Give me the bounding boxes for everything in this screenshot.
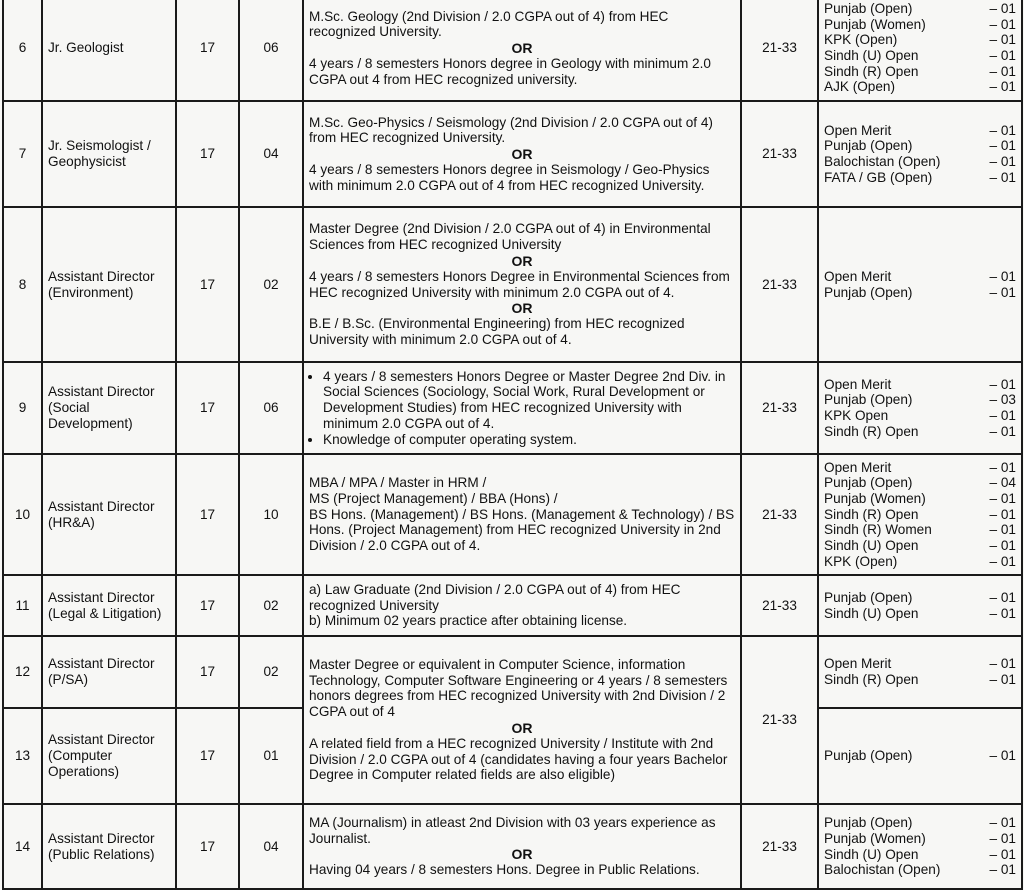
quota-line	[824, 475, 1016, 491]
serial-number-cell: 6	[3, 0, 42, 101]
post-name-line: Jr. Geologist	[48, 40, 124, 56]
quota-cell	[818, 804, 1022, 889]
quota-count: – 01	[989, 169, 1016, 185]
age-limit-cell: 21-33	[741, 0, 818, 101]
quota-place: KPK (Open)	[824, 553, 898, 569]
quota-count: – 01	[989, 538, 1016, 554]
bps-cell: 17	[176, 454, 239, 575]
qualification-text: M.Sc. Geology (2nd Division / 2.0 CGPA out of 4) from HEC recognized University.	[309, 8, 669, 40]
quota-count: – 01	[989, 672, 1016, 687]
quota-line	[824, 606, 1016, 622]
post-name-line: Assistant Director	[48, 589, 155, 605]
quota-line	[824, 815, 1016, 831]
post-name-cell	[42, 804, 176, 889]
quota-count: – 01	[989, 32, 1016, 48]
quota-cell	[818, 454, 1022, 575]
or-separator: OR	[511, 846, 533, 863]
quota-count: – 01	[989, 268, 1016, 284]
post-name-line: (Public Relations)	[48, 846, 155, 862]
qualification-text: 4 years / 8 semesters Honors Degree in Environmental Sciences from HEC recognized University with minimum 2.0 CGPA out of 4.	[309, 268, 730, 300]
or-separator: OR	[511, 146, 533, 162]
number-of-posts-cell: 06	[239, 362, 303, 454]
quota-count: – 01	[989, 748, 1016, 764]
quota-line	[824, 269, 1016, 285]
number-of-posts-cell: 10	[239, 454, 303, 575]
post-name-line: (Legal & Litigation)	[48, 605, 162, 621]
quota-count: – 01	[989, 815, 1016, 831]
bps-cell: 17	[176, 362, 239, 454]
qualification-text: 4 years / 8 semesters Honors degree in Geology with minimum 2.0 CGPA out 4 from HEC recognized university.	[309, 56, 711, 87]
qualification-cell	[303, 207, 741, 362]
or-separator: OR	[511, 300, 533, 317]
quota-count: – 01	[989, 605, 1016, 621]
quota-place: Sindh (U) Open	[824, 48, 919, 63]
quota-place: Open Merit	[824, 459, 892, 475]
quota-place: Punjab (Open)	[824, 815, 913, 831]
quota-line	[824, 507, 1016, 523]
post-name-cell	[42, 454, 176, 575]
age-limit-cell: 21-33	[741, 575, 818, 636]
quota-count: – 01	[989, 522, 1016, 538]
table-row	[3, 454, 1022, 575]
quota-place: Punjab (Women)	[824, 490, 926, 506]
qualification-cell	[303, 636, 741, 804]
quota-line	[824, 64, 1016, 80]
quota-count: – 03	[989, 392, 1016, 408]
quota-line	[824, 590, 1016, 606]
bps-cell: 17	[176, 575, 239, 636]
table-row	[3, 575, 1022, 636]
post-name-line: (Social	[48, 400, 90, 416]
quota-place: Punjab (Open)	[824, 138, 913, 154]
post-name-line: Assistant Director	[48, 268, 155, 284]
qualification-cell	[303, 575, 741, 636]
post-name-cell	[42, 0, 176, 101]
quota-place: Punjab (Women)	[824, 830, 926, 846]
qualification-bullet-list	[309, 369, 735, 448]
or-separator: OR	[511, 719, 533, 736]
quota-line	[824, 460, 1016, 476]
serial-number-cell: 11	[3, 575, 42, 636]
age-limit-cell: 21-33	[741, 207, 818, 362]
quota-count: – 01	[989, 589, 1016, 605]
quota-place: Punjab (Open)	[824, 0, 913, 16]
qualification-text: Master Degree (2nd Division / 2.0 CGPA out of 4) in Environmental Sciences from HEC recognized University	[309, 221, 711, 253]
quota-place: Punjab (Open)	[824, 748, 913, 764]
quota-place: Sindh (U) Open	[824, 846, 919, 862]
quota-line	[824, 538, 1016, 554]
quota-count: – 01	[989, 830, 1016, 846]
quota-place: Punjab (Open)	[824, 589, 913, 605]
quota-place: Balochistan (Open)	[824, 154, 941, 169]
post-name-line: (HR&A)	[48, 514, 95, 530]
quota-count: – 01	[989, 48, 1016, 63]
quota-count: – 01	[989, 846, 1016, 862]
post-name-cell	[42, 207, 176, 362]
quota-count: – 01	[989, 656, 1016, 672]
quota-line	[824, 748, 1016, 764]
quota-count: – 01	[989, 423, 1016, 439]
bps-cell: 17	[176, 708, 239, 804]
quota-line	[824, 285, 1016, 301]
post-name-line: Assistant Director	[48, 830, 155, 846]
bps-cell: 17	[176, 101, 239, 207]
quota-cell	[818, 636, 1022, 708]
quota-place: Sindh (R) Women	[824, 522, 932, 538]
quota-line	[824, 377, 1016, 393]
post-name-line: Assistant Director	[48, 498, 155, 514]
quota-place: Sindh (U) Open	[824, 538, 919, 554]
quota-line	[824, 554, 1016, 570]
qualification-bullet: • 4 years / 8 semesters Honors Degree or Master Degree 2nd Div. in Social Sciences (Sociology, Social Work, Rural Development or Development Studies) from HEC recognized University with minimum 2.0 CGPA out of 4.	[323, 369, 735, 432]
quota-place: Punjab (Open)	[824, 284, 913, 300]
table-row	[3, 804, 1022, 889]
quota-count: – 01	[989, 376, 1016, 392]
quota-line	[824, 1, 1016, 17]
quota-line	[824, 491, 1016, 507]
qualification-text: Having 04 years / 8 semesters Hons. Degree in Public Relations.	[309, 862, 700, 878]
quota-cell	[818, 0, 1022, 101]
table-row	[3, 101, 1022, 207]
post-name-cell	[42, 362, 176, 454]
quota-place: Sindh (U) Open	[824, 605, 919, 621]
serial-number-cell: 10	[3, 454, 42, 575]
post-name-line: Assistant Director	[48, 656, 155, 672]
quota-line	[824, 656, 1016, 672]
quota-place: FATA / GB (Open)	[824, 169, 933, 185]
quota-place: Sindh (R) Open	[824, 63, 919, 79]
post-name-line: (Computer	[48, 748, 113, 764]
quota-line	[824, 847, 1016, 863]
quota-line	[824, 170, 1016, 186]
quota-line	[824, 32, 1016, 48]
qualification-cell	[303, 362, 741, 454]
qualification-text: 4 years / 8 semesters Honors degree in Seismology / Geo-Physics with minimum 2.0 CGPA out of 4 from HEC recognized University.	[309, 162, 710, 193]
quota-count: – 01	[989, 490, 1016, 506]
table-row	[3, 207, 1022, 362]
quota-place: Balochistan (Open)	[824, 862, 941, 878]
quota-line	[824, 154, 1016, 170]
qualification-text: M.Sc. Geo-Physics / Seismology (2nd Division / 2.0 CGPA out of 4) from HEC recognized University.	[309, 114, 713, 146]
quota-count: – 01	[989, 459, 1016, 475]
qualification-text: a) Law Graduate (2nd Division / 2.0 CGPA out of 4) from HEC recognized University	[309, 581, 681, 613]
post-name-line: Development)	[48, 415, 133, 431]
quota-count: – 01	[989, 122, 1016, 138]
quota-cell	[818, 362, 1022, 454]
quota-place: Sindh (R) Open	[824, 423, 919, 439]
quota-place: AJK (Open)	[824, 79, 896, 95]
serial-number-cell: 14	[3, 804, 42, 889]
quota-cell	[818, 708, 1022, 804]
quota-line	[824, 672, 1016, 688]
quota-line	[824, 17, 1016, 33]
quota-count: – 01	[989, 506, 1016, 522]
post-name-cell	[42, 708, 176, 804]
quota-place: Open Merit	[824, 268, 892, 284]
table-row	[3, 0, 1022, 101]
quota-count: – 01	[989, 63, 1016, 79]
quota-line	[824, 138, 1016, 154]
quota-line	[824, 408, 1016, 424]
qualification-cell	[303, 101, 741, 207]
quota-line	[824, 123, 1016, 139]
post-name-line: Assistant Director	[48, 384, 155, 400]
quota-line	[824, 424, 1016, 440]
table-row	[3, 636, 1022, 708]
qualification-cell	[303, 454, 741, 575]
quota-place: Punjab (Open)	[824, 392, 913, 408]
or-separator: OR	[511, 252, 533, 269]
quota-place: KPK Open	[824, 408, 889, 423]
or-separator: OR	[511, 40, 533, 56]
number-of-posts-cell: 02	[239, 575, 303, 636]
qualification-text: B.E / B.Sc. (Environmental Engineering) from HEC recognized University with minimum 2.0 CGPA out of 4.	[309, 316, 685, 347]
age-limit-cell: 21-33	[741, 454, 818, 575]
qualification-text: BS Hons. (Management) / BS Hons. (Management & Technology) / BS Hons. (Project Management) from HEC recognized University in 2nd Division / 2.0 CGPA out of 4.	[309, 506, 735, 554]
age-limit-cell: 21-33	[741, 362, 818, 454]
quota-cell	[818, 575, 1022, 636]
vacancies-table	[2, 0, 1023, 890]
age-limit-cell: 21-33	[741, 804, 818, 889]
quota-line	[824, 522, 1016, 538]
quota-line	[824, 862, 1016, 878]
qualification-text: MBA / MPA / Master in HRM /	[309, 475, 487, 491]
quota-place: Punjab (Women)	[824, 16, 926, 32]
bps-cell: 17	[176, 636, 239, 708]
quota-cell	[818, 101, 1022, 207]
number-of-posts-cell: 04	[239, 804, 303, 889]
bps-cell: 17	[176, 0, 239, 101]
number-of-posts-cell: 02	[239, 207, 303, 362]
quota-count: – 04	[989, 475, 1016, 491]
quota-count: – 01	[989, 284, 1016, 300]
quota-place: Open Merit	[824, 656, 892, 672]
quota-place: Punjab (Open)	[824, 475, 913, 491]
quota-line	[824, 48, 1016, 64]
quota-place: Open Merit	[824, 376, 892, 392]
post-name-line: (Environment)	[48, 284, 134, 300]
quota-place: Open Merit	[824, 122, 892, 138]
post-name-line: Geophysicist	[48, 154, 126, 169]
number-of-posts-cell: 02	[239, 636, 303, 708]
quota-line	[824, 79, 1016, 95]
qualification-cell	[303, 0, 741, 101]
post-name-line: Operations)	[48, 763, 120, 779]
quota-cell	[818, 207, 1022, 362]
qualification-text: b) Minimum 02 years practice after obtaining license.	[309, 613, 628, 629]
quota-count: – 01	[989, 138, 1016, 154]
table-row	[3, 362, 1022, 454]
quota-count: – 01	[989, 0, 1016, 16]
age-limit-cell: 21-33	[741, 101, 818, 207]
number-of-posts-cell: 04	[239, 101, 303, 207]
quota-count: – 01	[989, 154, 1016, 169]
serial-number-cell: 9	[3, 362, 42, 454]
quota-count: – 01	[989, 862, 1016, 878]
serial-number-cell: 8	[3, 207, 42, 362]
qualification-text: Master Degree or equivalent in Computer Science, information Technology, Computer Software Engineering or 4 years / 8 semesters honors degrees from HEC recognized University with 2nd Division / 2 CGPA out of 4	[309, 657, 728, 720]
quota-line	[824, 831, 1016, 847]
quota-count: – 01	[989, 553, 1016, 569]
post-name-line: Jr. Seismologist /	[48, 138, 151, 154]
qualification-text: MS (Project Management) / BBA (Hons) /	[309, 490, 558, 506]
serial-number-cell: 12	[3, 636, 42, 708]
post-name-cell	[42, 101, 176, 207]
qualification-text: A related field from a HEC recognized University / Institute with 2nd Division / 2.0 CGPA out of 4 (candidates having a four years Bachelor Degree in Computer related fields are also eligible)	[309, 735, 728, 783]
post-name-line: Assistant Director	[48, 732, 155, 748]
qualification-text: MA (Journalism) in atleast 2nd Division with 03 years experience as Journalist.	[309, 814, 716, 846]
number-of-posts-cell: 01	[239, 708, 303, 804]
quota-count: – 01	[989, 79, 1016, 95]
quota-place: Sindh (R) Open	[824, 506, 919, 522]
quota-line	[824, 392, 1016, 408]
quota-count: – 01	[989, 408, 1016, 423]
quota-place: Sindh (R) Open	[824, 672, 919, 687]
post-name-cell	[42, 636, 176, 708]
quota-place: KPK (Open)	[824, 32, 898, 48]
qualification-bullet: • Knowledge of computer operating system.	[323, 432, 735, 448]
post-name-line: (P/SA)	[48, 672, 89, 687]
qualification-cell	[303, 804, 741, 889]
number-of-posts-cell: 06	[239, 0, 303, 101]
quota-count: – 01	[989, 16, 1016, 32]
age-limit-cell: 21-33	[741, 636, 818, 804]
post-name-cell	[42, 575, 176, 636]
bps-cell: 17	[176, 804, 239, 889]
bps-cell: 17	[176, 207, 239, 362]
serial-number-cell: 7	[3, 101, 42, 207]
serial-number-cell: 13	[3, 708, 42, 804]
